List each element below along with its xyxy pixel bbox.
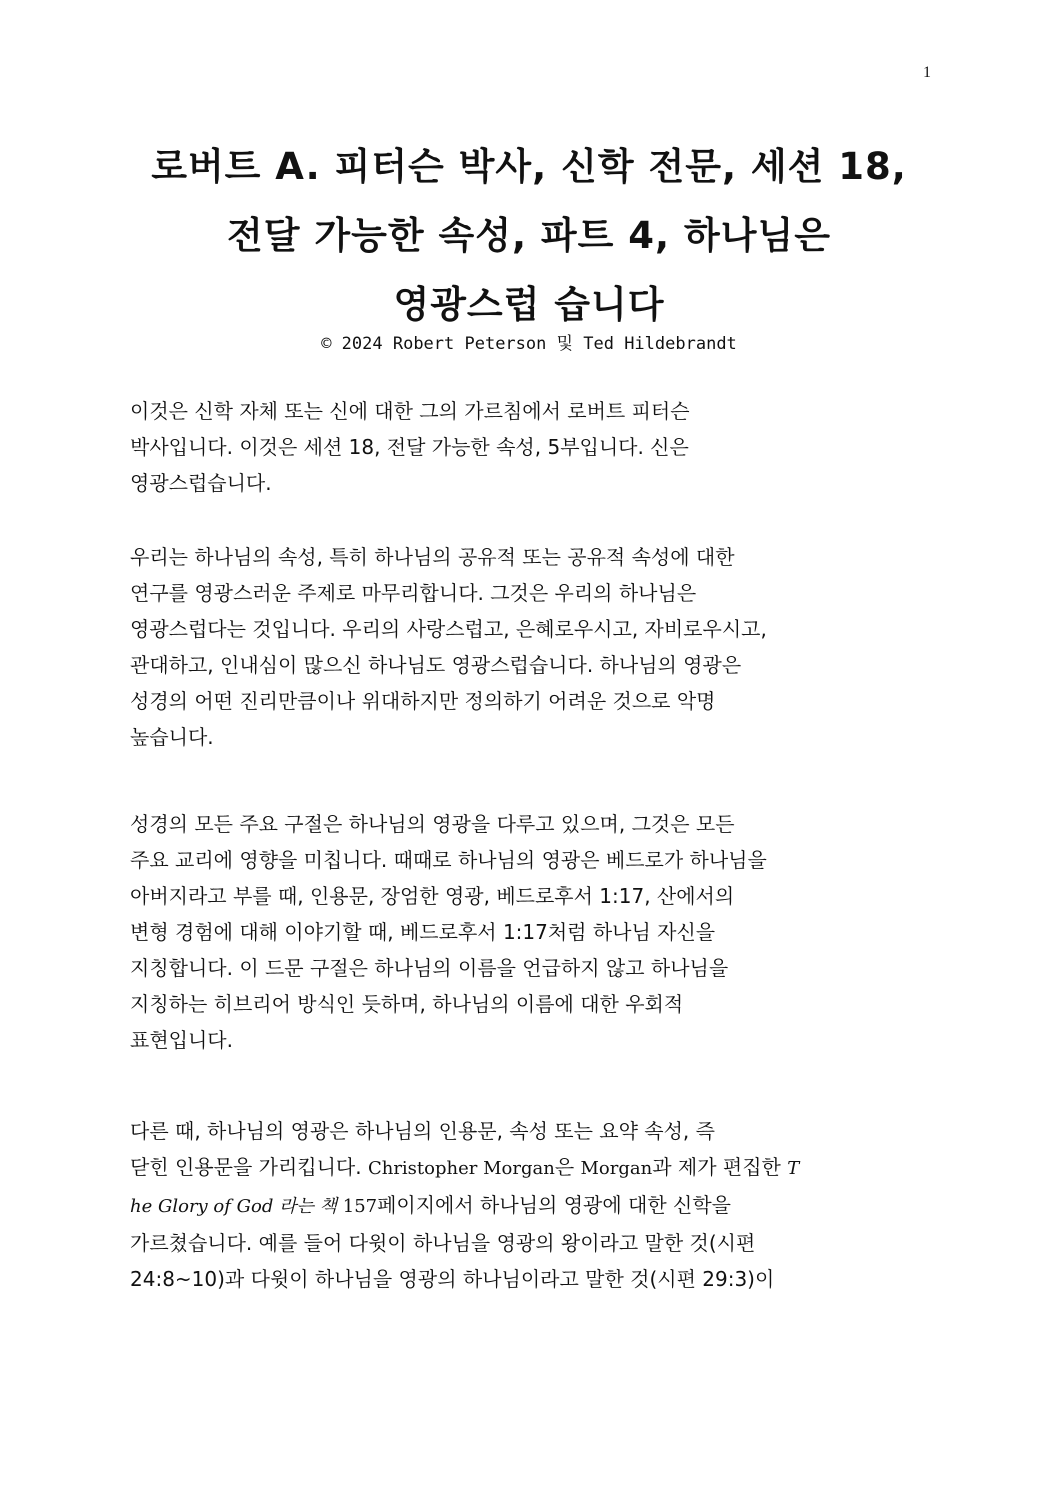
paragraph-line: 연구를 영광스러운 주제로 마무리합니다. 그것은 우리의 하나님은: [130, 581, 697, 605]
page-reference: 157: [337, 1196, 378, 1217]
paragraph-line: 표현입니다.: [130, 1028, 233, 1052]
paragraph-line: 이것은 신학 자체 또는 신에 대한 그의 가르침에서 로버트 피터슨: [130, 399, 690, 423]
paragraph-line: 24:8~10)과 다윗이 하나님을 영광의 하나님이라고 말한 것(시편 29:3)이: [130, 1267, 775, 1291]
paragraph-line: 주요 교리에 영향을 미칩니다. 때때로 하나님의 영광은 베드로가 하나님을: [130, 848, 767, 872]
copyright-notice: © 2024 Robert Peterson 및 Ted Hildebrandt: [321, 334, 737, 354]
paragraph-line: 관대하고, 인내심이 많으신 하나님도 영광스럽습니다. 하나님의 영광은: [130, 653, 742, 677]
paragraph-line: [130, 1149, 930, 1187]
paragraph-line: 영광스럽습니다.: [130, 471, 272, 495]
title-line-1: 로버트 A. 피터슨 박사, 신학 전문, 세션 18,: [151, 145, 907, 188]
paragraph-line: 우리는 하나님의 속성, 특히 하나님의 공유적 또는 공유적 속성에 대한: [130, 545, 735, 569]
text-run: 과 제가 편집한: [652, 1155, 788, 1179]
paragraph-line: 성경의 어떤 진리만큼이나 위대하지만 정의하기 어려운 것으로 악명: [130, 689, 716, 713]
author-name: Christopher Morgan: [367, 1158, 555, 1179]
title-line-3: 영광스럽 습니다: [393, 283, 665, 326]
paragraph-line: 가르쳤습니다. 예를 들어 다윗이 하나님을 영광의 왕이라고 말한 것(시편: [130, 1231, 756, 1255]
document-title: [100, 132, 958, 339]
paragraph-1: [130, 393, 930, 501]
paragraph-line: 아버지라고 부를 때, 인용문, 장엄한 영광, 베드로후서 1:17, 산에서의: [130, 884, 735, 908]
paragraph-line: 높습니다.: [130, 725, 214, 749]
paragraph-line: 지칭하는 히브리어 방식인 듯하며, 하나님의 이름에 대한 우회적: [130, 992, 684, 1016]
text-run: 페이지에서 하나님의 영광에 대한 신학을: [377, 1193, 731, 1217]
book-title-start: T: [787, 1158, 800, 1179]
title-line-2: 전달 가능한 속성, 파트 4, 하나님은: [227, 214, 831, 257]
paragraph-line: 다른 때, 하나님의 영광은 하나님의 인용문, 속성 또는 요약 속성, 즉: [130, 1119, 715, 1143]
paragraph-2: [130, 539, 930, 755]
paragraph-line: 변형 경험에 대해 이야기할 때, 베드로후서 1:17처럼 하나님 자신을: [130, 920, 716, 944]
text-run: 은: [554, 1155, 581, 1179]
paragraph-line: [130, 1187, 930, 1225]
page-number: 1: [923, 64, 931, 81]
paragraph-3: [130, 806, 930, 1058]
paragraph-line: 지칭합니다. 이 드문 구절은 하나님의 이름을 언급하지 않고 하나님을: [130, 956, 729, 980]
paragraph-line: 영광스럽다는 것입니다. 우리의 사랑스럽고, 은혜로우시고, 자비로우시고,: [130, 617, 767, 641]
paragraph-4: [130, 1113, 930, 1297]
author-name: Morgan: [580, 1158, 653, 1179]
paragraph-line: 박사입니다. 이것은 세션 18, 전달 가능한 속성, 5부입니다. 신은: [130, 435, 689, 459]
book-title: he Glory of God 라는 책: [130, 1196, 338, 1217]
paragraph-line: 성경의 모든 주요 구절은 하나님의 영광을 다루고 있으며, 그것은 모든: [130, 812, 735, 836]
text-run: 닫힌 인용문을 가리킵니다.: [130, 1155, 368, 1179]
